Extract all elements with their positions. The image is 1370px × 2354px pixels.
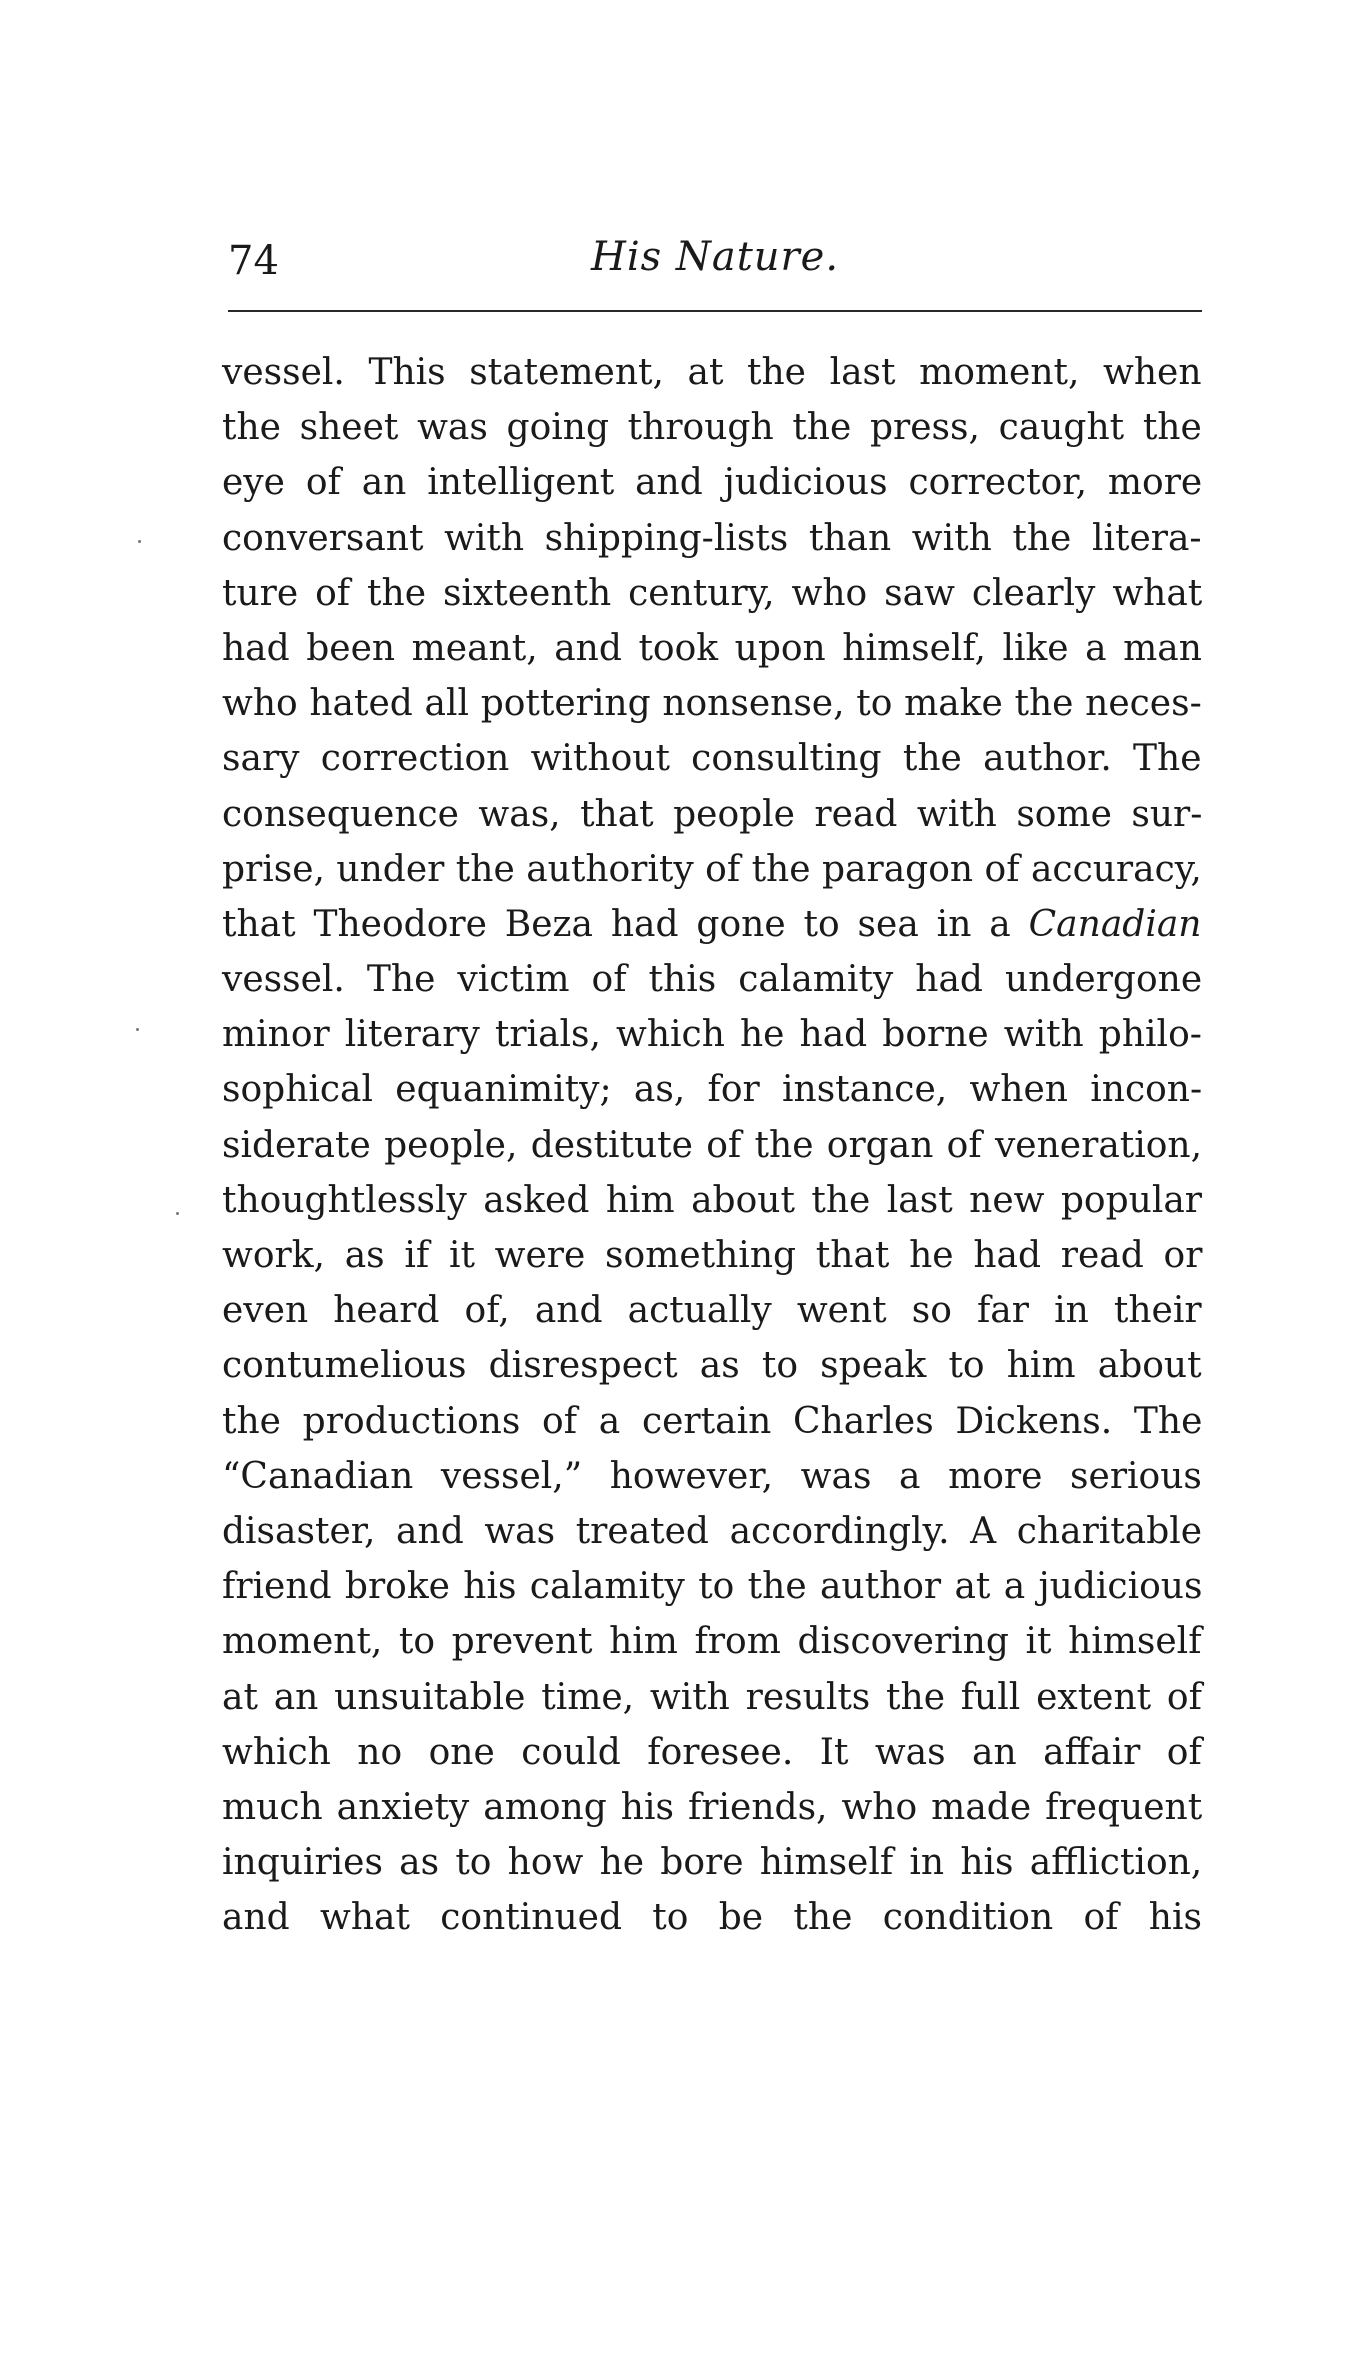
- text-line: ture of the sixteenth century, who saw clearly what: [222, 572, 1203, 614]
- text-line: disaster, and was treated accordingly. A charitable: [222, 1510, 1203, 1552]
- text-line: sophical equanimity; as, for instance, when incon-: [222, 1069, 1203, 1111]
- text-segment: that Theodore Beza had gone to sea in a: [222, 903, 1029, 945]
- text-line: who hated all pottering nonsense, to make the neces-: [222, 683, 1202, 725]
- margin-speck: [136, 1028, 139, 1031]
- text-line: at an unsuitable time, with results the full extent of: [222, 1676, 1202, 1718]
- text-line: work, as if it were something that he had read or: [222, 1235, 1203, 1276]
- text-line: and what continued to be the condition of his: [222, 1897, 1202, 1939]
- text-line: had been meant, and took upon himself, like a man: [222, 627, 1202, 669]
- text-line: the productions of a certain Charles Dickens. The: [222, 1400, 1203, 1442]
- text-line: eye of an intelligent and judicious corrector, more: [222, 462, 1203, 504]
- text-line: the sheet was going through the press, caught the: [222, 407, 1202, 449]
- text-line: minor literary trials, which he had borne with philo-: [222, 1014, 1202, 1056]
- text-line: siderate people, destitute of the organ of veneration,: [222, 1124, 1203, 1166]
- text-line: [222, 897, 1202, 952]
- text-line: friend broke his calamity to the author at a judicious: [222, 1566, 1203, 1608]
- text-line: contumelious disrespect as to speak to him about: [222, 1345, 1202, 1387]
- page-number: 74: [228, 238, 279, 284]
- text-line: moment, to prevent him from discovering it himself: [222, 1621, 1202, 1663]
- margin-speck: [138, 540, 141, 543]
- text-line: consequence was, that people read with some sur-: [222, 793, 1203, 835]
- body-text: [222, 345, 1202, 1945]
- text-line: inquiries as to how he bore himself in his affliction,: [222, 1842, 1203, 1884]
- margin-speck: [176, 1212, 179, 1215]
- text-line: sary correction without consulting the author. The: [222, 738, 1202, 780]
- italic-word: Canadian: [1028, 903, 1202, 945]
- text-line: conversant with shipping-lists than with the litera-: [222, 517, 1202, 559]
- text-line: prise, under the authority of the paragon of accuracy,: [222, 848, 1202, 890]
- header-rule: [228, 310, 1202, 312]
- text-line: much anxiety among his friends, who made frequent: [222, 1786, 1203, 1828]
- text-line: “Canadian vessel,” however, was a more serious: [222, 1455, 1202, 1497]
- text-line: which no one could foresee. It was an affair of: [222, 1731, 1202, 1773]
- running-title: His Nature.: [590, 234, 840, 280]
- text-line: vessel. This statement, at the last moment, when: [222, 352, 1202, 393]
- text-line: thoughtlessly asked him about the last new popular: [222, 1179, 1203, 1221]
- text-line: vessel. The victim of this calamity had undergone: [222, 959, 1203, 1001]
- text-line: even heard of, and actually went so far in their: [222, 1290, 1202, 1332]
